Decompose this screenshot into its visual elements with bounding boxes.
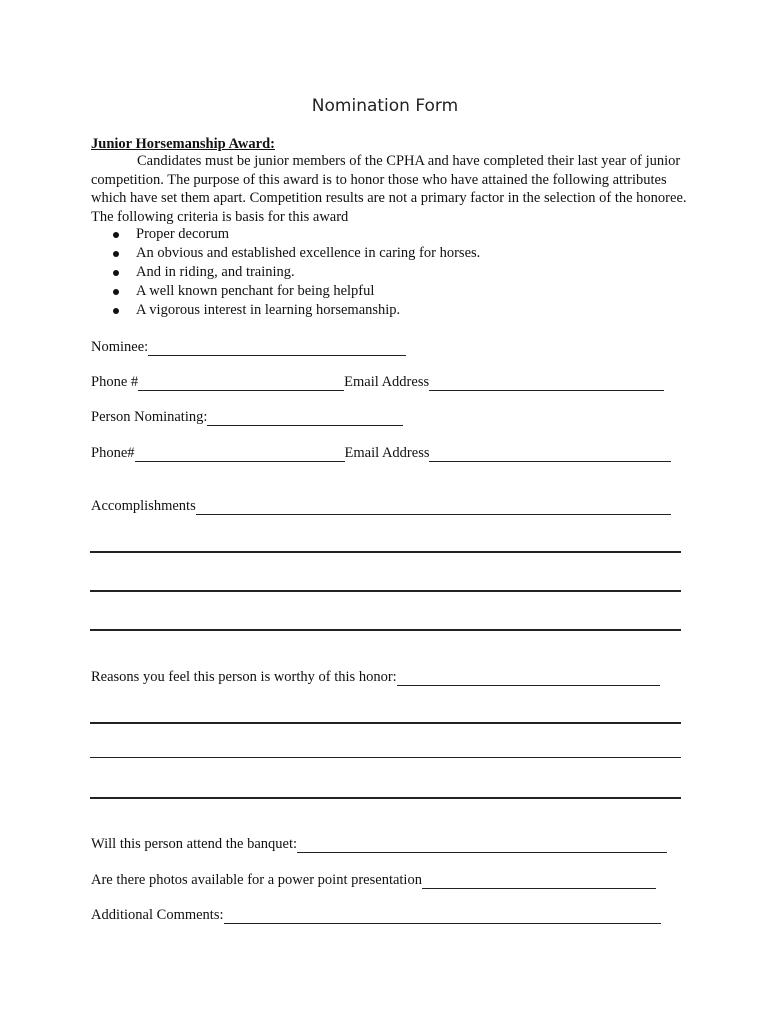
criteria-item: An obvious and established excellence in caring for horses. [111,244,480,263]
bullet-icon [113,308,119,314]
bullet-icon [113,270,119,276]
accomplishments-line[interactable] [90,551,681,553]
accomplishments-field[interactable] [196,500,671,515]
photos-row [91,872,656,889]
phone-field[interactable] [138,376,344,391]
nominator-contact-row [91,445,671,462]
banquet-label: Will this person attend the banquet: [91,836,297,852]
person-nominating-field[interactable] [207,411,403,426]
bullet-icon [113,251,119,257]
criteria-item: A well known penchant for being helpful [111,282,480,301]
criteria-item: And in riding, and training. [111,263,480,282]
person-nominating-row [91,409,403,426]
banquet-row [91,836,667,853]
accomplishments-line[interactable] [90,629,681,631]
criteria-list [111,225,480,320]
form-title: Nomination Form [311,96,459,116]
nominator-phone-label: Phone# [91,445,135,461]
comments-label: Additional Comments: [91,907,224,923]
reasons-label: Reasons you feel this person is worthy of this honor: [91,669,397,685]
nominator-phone-field[interactable] [135,447,345,462]
criteria-item: Proper decorum [111,225,480,244]
award-heading: Junior Horsemanship Award: [91,136,275,152]
reasons-line[interactable] [90,722,681,724]
photos-field[interactable] [422,874,656,889]
nominee-label: Nominee: [91,339,149,355]
nominee-row [91,339,406,356]
reasons-line[interactable] [90,797,681,799]
email-field[interactable] [429,376,664,391]
banquet-field[interactable] [297,838,667,853]
comments-field[interactable] [224,909,661,924]
nominee-field[interactable] [148,341,406,356]
criteria-item: A vigorous interest in learning horsemanship. [111,301,480,320]
reasons-line[interactable] [90,757,681,758]
nominator-email-label: Email Address [344,445,430,461]
person-nominating-label: Person Nominating: [91,409,208,425]
accomplishments-row [91,498,671,515]
bullet-icon [113,232,119,238]
photos-label: Are there photos available for a power point presentation [91,872,422,888]
bullet-icon [113,289,119,295]
phone-label: Phone # [91,374,139,390]
nominee-contact-row [91,374,664,391]
comments-row [91,907,661,924]
reasons-row [91,669,660,686]
award-description: Candidates must be junior members of the CPHA and have completed their last year of junior competition. The purpose of this award is to honor those who have attained the following attributes which have set them apart. Competition results are not a primary factor in the selection of the honoree. The following criteria is basis for this award [91,153,687,225]
email-label: Email Address [344,374,430,390]
nominator-email-field[interactable] [429,447,671,462]
accomplishments-line[interactable] [90,590,681,592]
reasons-field[interactable] [397,671,660,686]
accomplishments-label: Accomplishments [91,498,196,514]
